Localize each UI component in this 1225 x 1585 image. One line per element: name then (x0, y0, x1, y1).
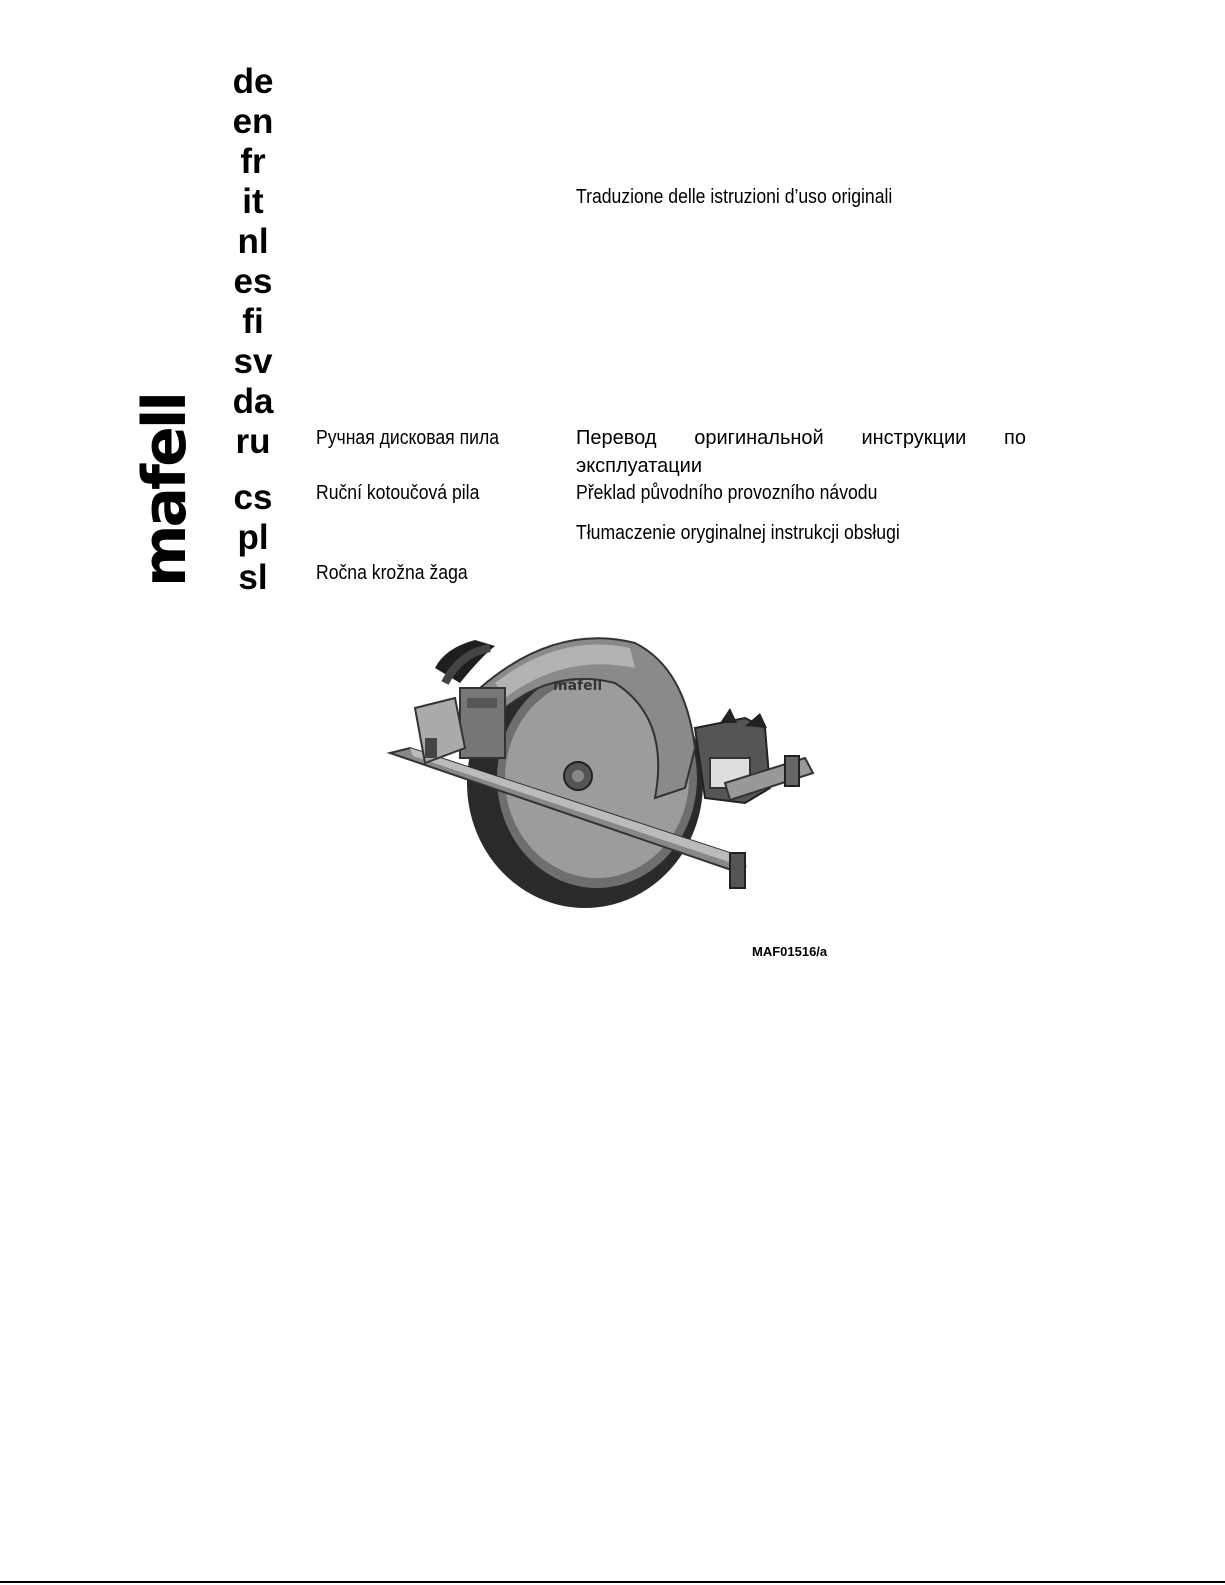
product-name-ru: Ручная дисковая пила (316, 427, 500, 449)
lang-code-fr: fr (240, 142, 266, 181)
lang-code-es: es (233, 262, 273, 301)
lang-code-da: da (232, 382, 274, 421)
translation-note-pl: Tłumaczenie oryginalnej instrukcji obsługi (576, 522, 900, 544)
translation-note-it: Traduzione delle istruzioni d’uso originali (576, 186, 893, 208)
lang-code-ru: ru (235, 422, 271, 461)
saw-guard-logo: mafell (553, 678, 603, 694)
lang-code-nl: nl (237, 222, 269, 261)
lang-code-cs: cs (233, 478, 273, 517)
translation-note-ru: Перевод оригинальной инструкции по эксплуатации (576, 427, 1026, 477)
lang-code-it: it (242, 182, 264, 221)
mafell-logo (130, 383, 200, 598)
lang-code-en: en (232, 102, 274, 141)
bottom-rule (0, 1581, 1225, 1583)
lang-code-de: de (232, 62, 274, 101)
lang-code-sl: sl (238, 558, 268, 597)
lang-code-sv: sv (233, 342, 273, 381)
logo-wordmark: mafell (130, 394, 200, 587)
translation-note-cs: Překlad původního provozního návodu (576, 482, 878, 504)
figure-label: MAF01516/a (752, 944, 828, 959)
lang-code-fi: fi (242, 302, 264, 341)
circular-saw-photo (385, 628, 825, 923)
lang-code-pl: pl (237, 518, 269, 557)
product-name-cs: Ruční kotoučová pila (316, 482, 480, 504)
product-name-sl: Ročna krožna žaga (316, 562, 468, 584)
